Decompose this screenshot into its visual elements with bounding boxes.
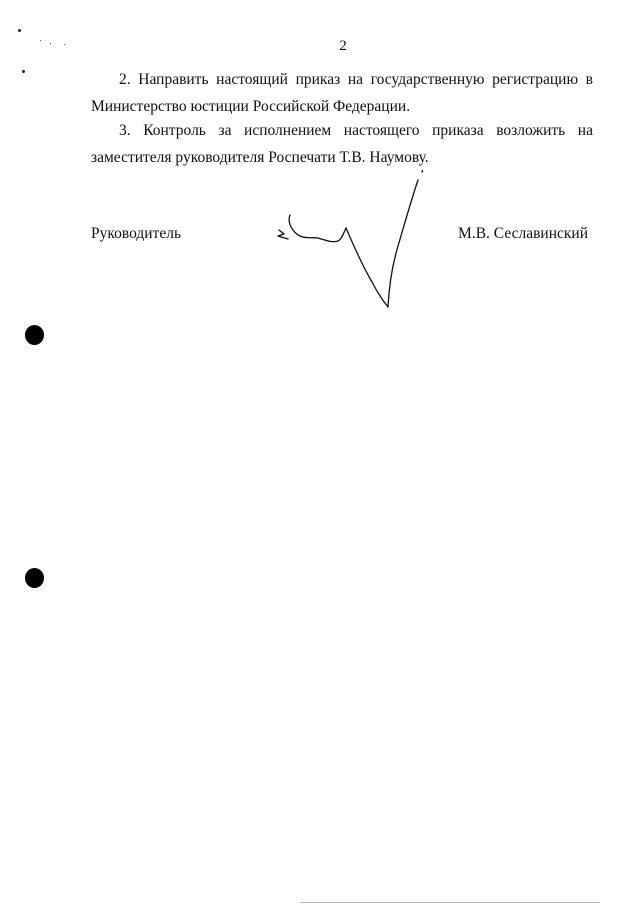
paragraph-2-line-2: Министерство юстиции Российской Федерации. <box>91 98 411 115</box>
scan-speck <box>50 43 51 44</box>
scan-speck <box>40 40 41 41</box>
paragraph-2-line-1: 2. Направить настоящий приказ на государственную регистрацию в <box>119 71 593 88</box>
paragraph-2 <box>91 66 593 120</box>
paragraph-3 <box>91 117 593 171</box>
signatory-name: М.В. Сеславинский <box>458 225 588 242</box>
page-number: 2 <box>339 38 347 54</box>
signatory-title: Руководитель <box>91 225 182 242</box>
punch-hole-bottom <box>25 568 44 588</box>
paragraph-3-line-1: 3. Контроль за исполнением настоящего приказа возложить на <box>119 122 593 139</box>
scan-speck <box>64 44 65 45</box>
paragraph-3-line-2: заместителя руководителя Роспечати Т.В. Наумову. <box>91 149 429 166</box>
handwritten-signature <box>270 170 430 315</box>
scan-edge-line <box>300 902 600 903</box>
punch-hole-top <box>25 325 44 345</box>
scan-speck <box>22 70 25 73</box>
scan-speck <box>18 29 21 32</box>
